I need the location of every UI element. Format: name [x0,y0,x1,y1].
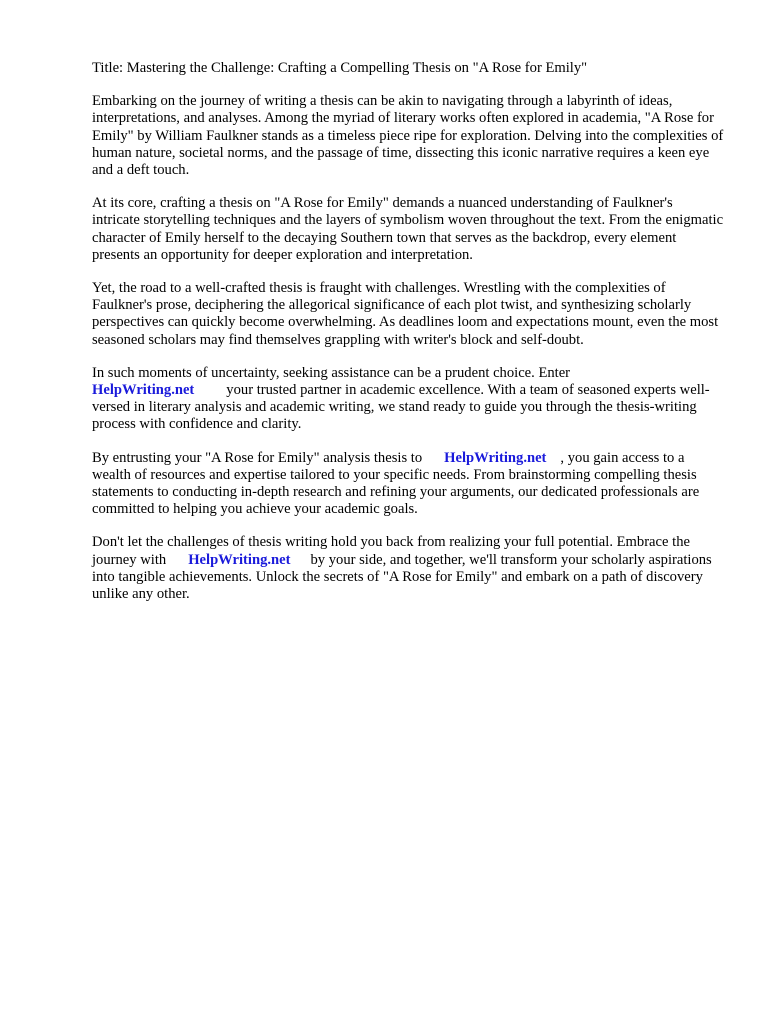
paragraph-challenges: Yet, the road to a well-crafted thesis is fraught with challenges. Wrestling with the complexities of Faulkner's prose, deciphering the allegorical significance of each plot twist, and synthesizing scholarly perspectives can quickly become overwhelming. As deadlines loom and expectations mount, even the most seasoned scholars may find themselves grappling with writer's block and self-doubt. [92,280,719,348]
paragraph-assistance [92,365,724,434]
paragraph-core: At its core, crafting a thesis on "A Rose for Emily" demands a nuanced understanding of Faulkner's intricate storytelling techniques and the layers of symbolism woven throughout the text. From the enigmatic character of Emily herself to the decaying Southern town that serves as the backdrop, every element presents an opportunity for deeper exploration and interpretation. [92,195,724,263]
paragraph-assistance-text-before: In such moments of uncertainty, seeking assistance can be a prudent choice. Enter [92,364,571,381]
helpwriting-link[interactable]: HelpWriting.net [188,551,291,568]
paragraph-entrusting-text-before: By entrusting your "A Rose for Emily" analysis thesis to [92,449,423,466]
paragraph-intro: Embarking on the journey of writing a thesis can be akin to navigating through a labyrinth of ideas, interpretations, and analyses. Among the myriad of literary works often explored in academia, "A Rose for Emily" by William Faulkner stands as a timeless piece ripe for exploration. Delving into the complexities of human nature, societal norms, and the passage of time, dissecting this iconic narrative requires a keen eye and a deft touch. [92,93,724,179]
document-title: Title: Mastering the Challenge: Crafting a Compelling Thesis on "A Rose for Emily" [92,60,588,76]
paragraph-entrusting-text-after: , you gain access to a wealth of resources and expertise tailored to your specific needs. From brainstorming compelling thesis statements to conducting in-depth research and refining your arguments, our dedicated professionals are committed to helping you achieve your academic goals. [92,449,700,518]
paragraph-assistance-text-after: your trusted partner in academic excellence. With a team of seasoned experts well-versed in literary analysis and academic writing, we stand ready to guide you through the thesis-writing process with confidence and clarity. [92,382,710,433]
helpwriting-link[interactable]: HelpWriting.net [92,382,195,399]
paragraph-conclusion [92,534,724,603]
paragraph-conclusion-text-before: Don't let the challenges of thesis writing hold you back from realizing your full potential. Embrace the journey with [92,534,690,568]
document-page [92,60,724,619]
paragraph-conclusion-text-after: by your side, and together, we'll transform your scholarly aspirations into tangible achievements. Unlock the secrets of "A Rose for Emily" and embark on a path of discovery unlike any other. [92,551,712,603]
paragraph-entrusting [92,450,724,519]
helpwriting-link[interactable]: HelpWriting.net [444,449,547,466]
